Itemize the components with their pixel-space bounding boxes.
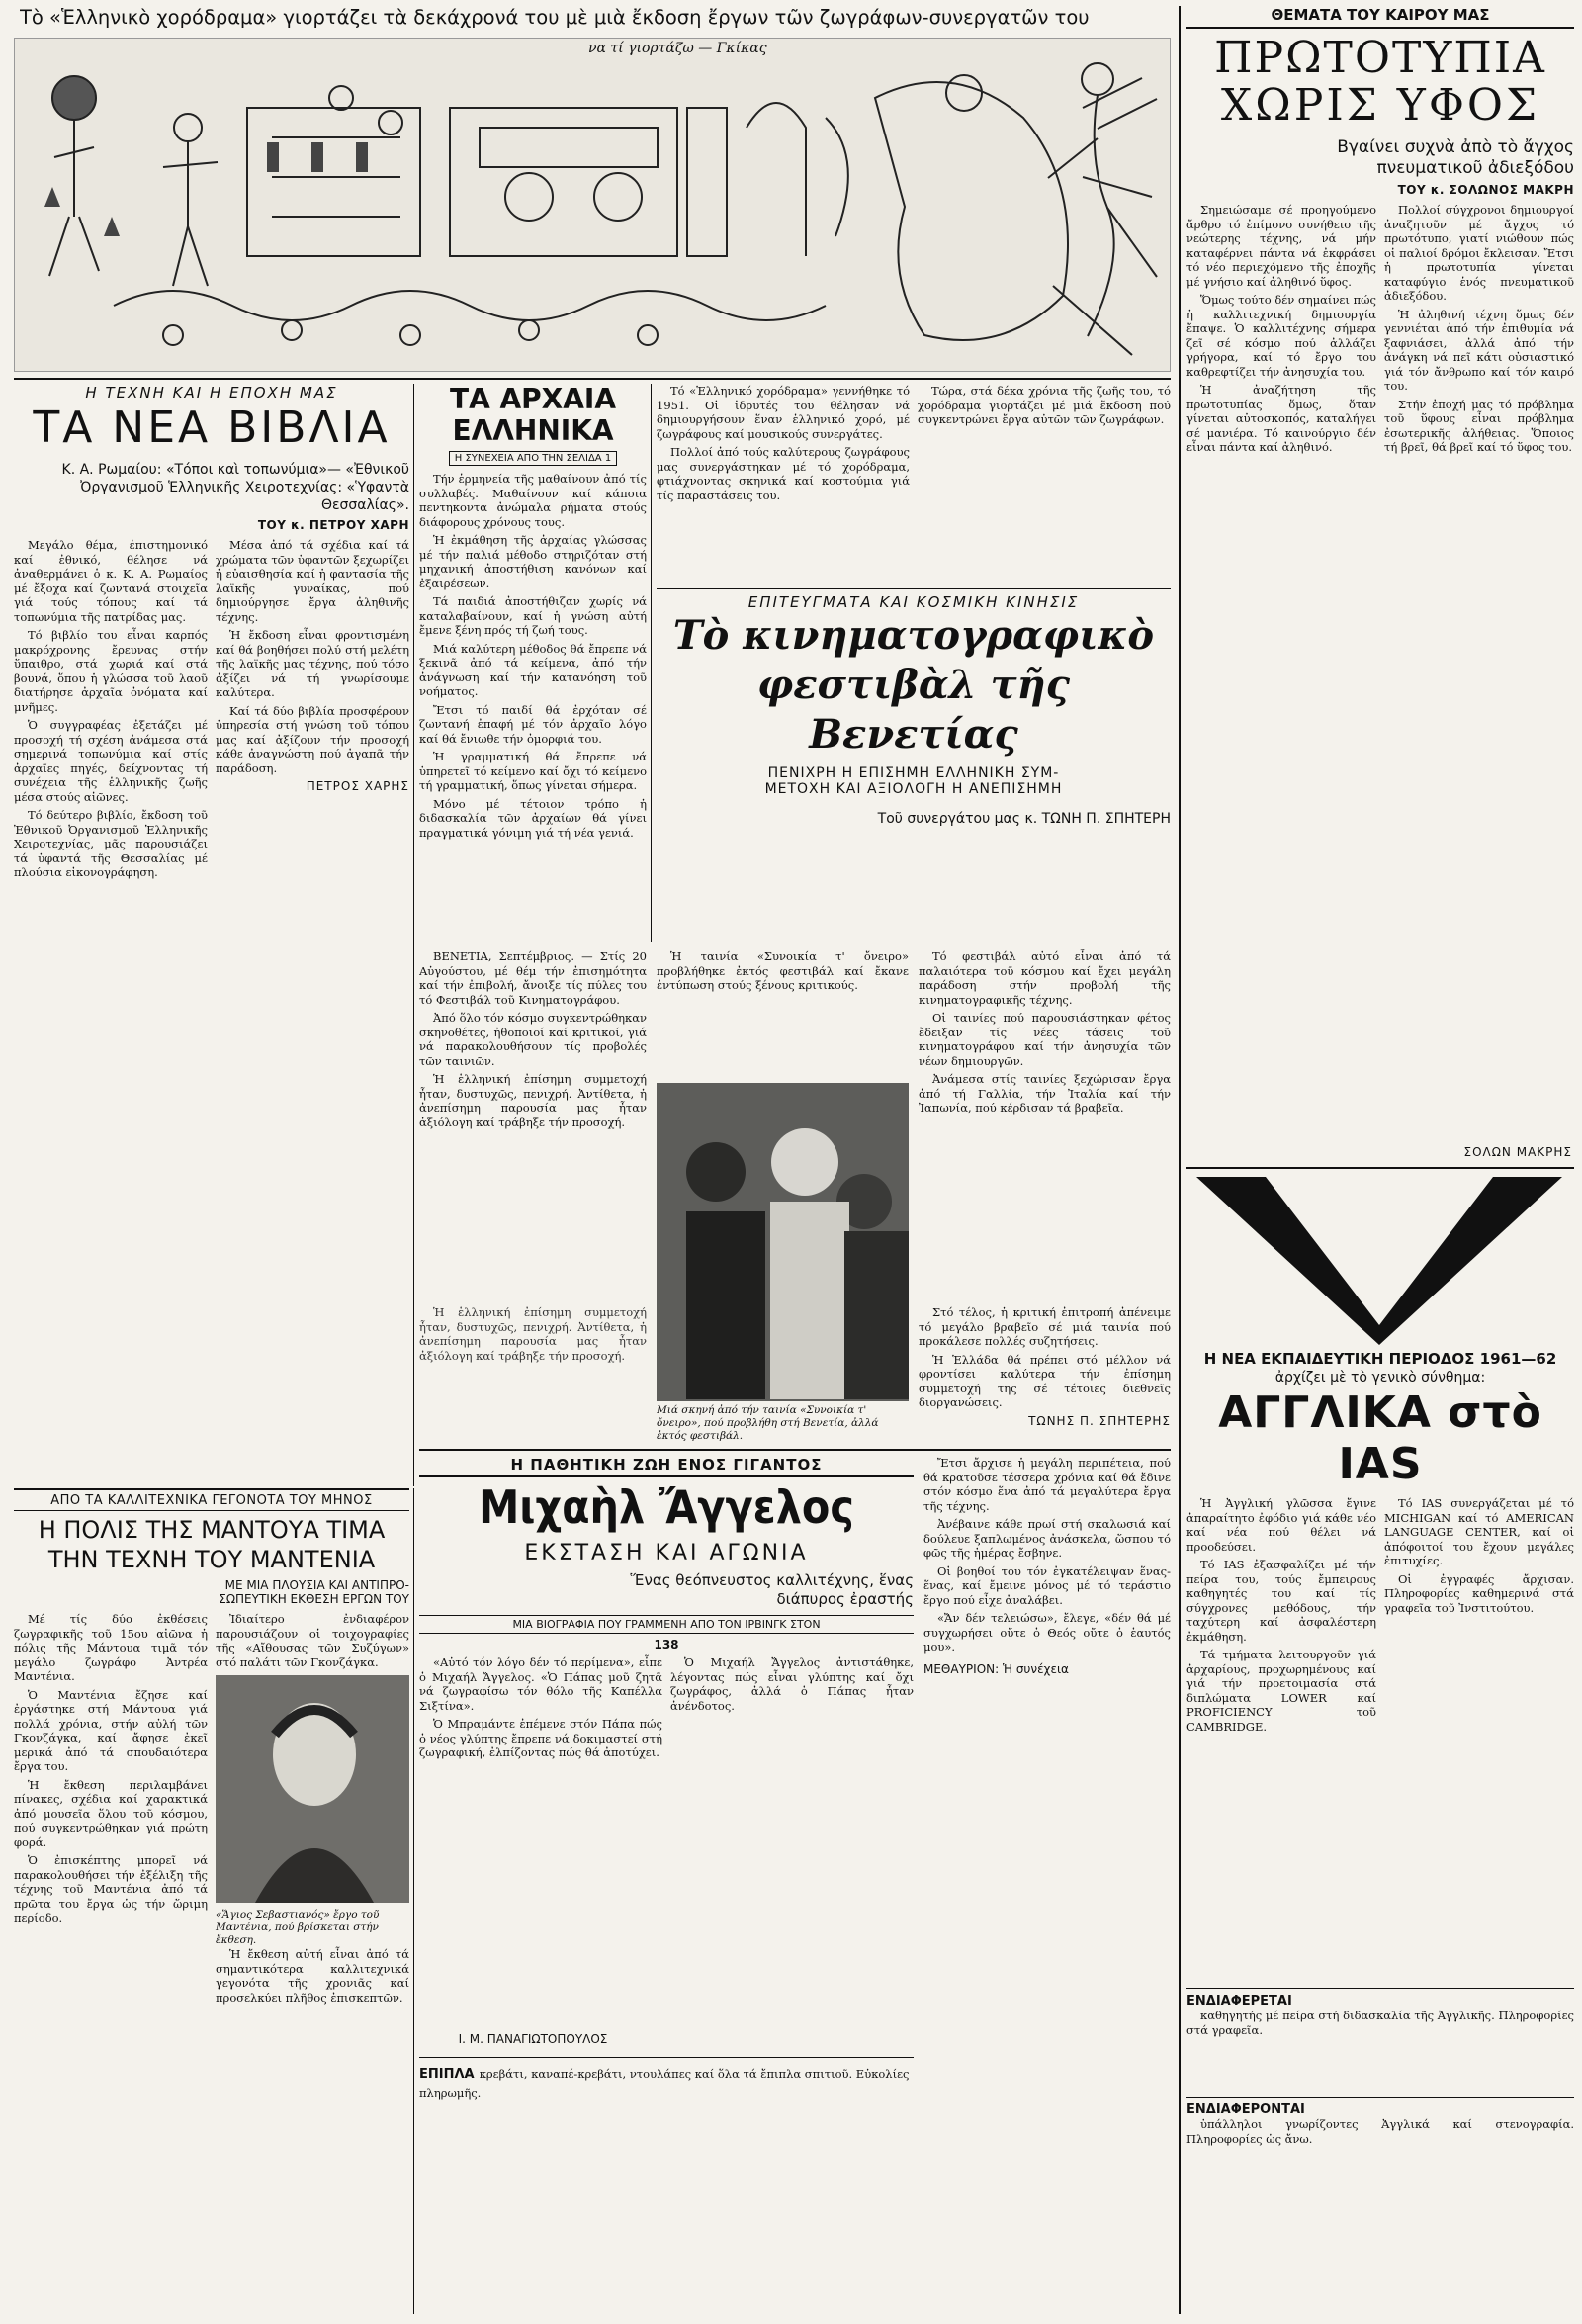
festival-paragraph: Ἡ Ἑλλάδα θά πρέπει στό μέλλον νά φροντίσει καλύτερα τήν ἐπίσημη συμμετοχή της σέ τέτοιες διεθνεῖς διοργανώσεις. <box>919 1352 1171 1409</box>
michelangelo-paragraph: Ἔτσι ἄρχισε ἡ μεγάλη περιπέτεια, πού θά κρατοῦσε τέσσερα χρόνια καί θά ἔδινε στόν κόσμο ἕνα ἀπό τά μεγαλύτερα ἔργα τῆς τέχνης. <box>923 1456 1171 1513</box>
michelangelo-paragraph: «Αὐτό τόν λόγο δέν τό περίμενα», εἶπε ὁ Μιχαήλ Ἄγγελος. «Ὁ Πάπας μοῦ ζητᾶ νά ζωγραφίσω τόν θόλο τῆς Καπέλλα Σιξτίνα». <box>419 1655 662 1713</box>
michelangelo-tagline: Ἕνας θεόπνευστος καλλιτέχνης, ἕνας διάπυρος ἐραστής <box>630 1571 914 1608</box>
festival-subhead-line2: ΜΕΤΟΧΗ ΚΑΙ ΑΞΙΟΛΟΓΗ Η ΑΝΕΠΙΣΗΜΗ <box>764 781 1063 797</box>
festival-photo-caption: Μιά σκηνή ἀπό τήν ταινία «Συνοικία τ' ὄνειρο», πού προβλήθη στή Βενετία, ἀλλά ἐκτός φεστιβάλ. <box>657 1404 879 1442</box>
translator-credit: Ι. Μ. ΠΑΝΑΓΙΩΤΟΠΟΥΛΟΣ <box>458 2032 608 2046</box>
books-paragraph: Ὁ συγγραφέας ἐξετάζει μέ προσοχή τή σχέση ἀνάμεσα στά σημερινά τοπωνύμια καί στίς ἀρχαῖες πηγές, δείχνοντας τή συνέχεια τῆς ἑλληνικῆς ζωῆς μέσα στούς αἰῶνες. <box>14 718 208 804</box>
michelangelo-continued: ΜΕΘΑΥΡΙΟΝ: Ἡ συνέχεια <box>923 1661 1069 1676</box>
ias-paragraph: Τά τμήματα λειτουργοῦν γιά ἀρχαρίους, προχωρημένους καί γιά τήν προετοιμασία στά διπλώματα LOWER καί PROFICIENCY τοῦ CAMBRIDGE. <box>1186 1648 1376 1734</box>
themes-headline-line2: ΧΩΡΙΣ ΥΦΟΣ <box>1220 80 1540 131</box>
mantua-headline-line2: ΤΗΝ ΤΕΧΝΗ ΤΟΥ ΜΑΝΤΕΝΙΑ <box>47 1546 376 1573</box>
ias-paragraph: Τό IAS συνεργάζεται μέ τό MICHIGAN καί τό AMERICAN LANGUAGE CENTER, καί οἱ ἀπόφοιτοί του ἔχουν μεγάλες ἐπιτυχίες. <box>1384 1496 1574 1567</box>
festival-left-lower <box>419 1305 647 1444</box>
ballet-illustration <box>14 38 1171 372</box>
michelangelo-bio-line: ΜΙΑ ΒΙΟΓΡΑΦΙΑ ΠΟΥ ΓΡΑΜΜΕΝΗ ΑΠΟ ΤΟΝ ΙΡΒΙΝΓΚ ΣΤΟΝ <box>419 1615 914 1634</box>
dance-paragraph: Τό «Ἑλληνικό χορόδραμα» γεννήθηκε τό 1951. Οἱ ἱδρυτές του θέλησαν νά δημιουργήσουν ἕναν ἑλληνικό χορό, μέ ζωγράφους καί μουσικούς συνεργάτες. <box>657 384 910 441</box>
ias-headline: ΑΓΓΛΙΚΑ στὸ IAS <box>1218 1387 1542 1489</box>
books-paragraph: Ἡ ἔκδοση εἶναι φροντισμένη καί θά βοηθήσει πολύ στή μελέτη τῆς λαϊκῆς μας τέχνης, πού τόσο ἀξίζει νά τή γνωρίσουμε καλύτερα. <box>216 628 409 699</box>
ancient-paragraph: Ἔτσι τό παιδί θά ἐρχόταν σέ ζωντανή ἐπαφή μέ τόν ἀρχαῖο λόγο καί θά ἔνιωθε τήν ὀμορφιά του. <box>419 702 647 746</box>
festival-paragraph: Στό τέλος, ἡ κριτική ἐπιτροπή ἀπένειμε τό μεγάλο βραβεῖο σέ μιά ταινία πού προκάλεσε πολλές συζητήσεις. <box>919 1305 1171 1348</box>
michelangelo-subhead: ΕΚΣΤΑΣΗ ΚΑΙ ΑΓΩΝΙΑ <box>524 1541 809 1565</box>
michelangelo-episode-number: 138 <box>654 1638 679 1652</box>
books-paragraph: Καί τά δύο βιβλία προσφέρουν ὑπηρεσία στή γνώση τοῦ τόπου μας καί ἀξίζουν τήν προσοχή κάθε ἀναγνώστη πού ἀγαπᾶ τήν παράδοση. <box>216 703 409 775</box>
michelangelo-headline: Μιχαὴλ Ἄγγελος <box>479 1480 854 1534</box>
books-paragraph: Τό δεύτερο βιβλίο, ἔκδοση τοῦ Ἐθνικοῦ Ὀργανισμοῦ Ἑλληνικῆς Χειροτεχνίας, μᾶς παρουσιάζει τά ὑφαντά τῆς Θεσσαλίας μέ πλούσια εἰκονογράφηση. <box>14 808 208 879</box>
michelangelo-paragraph: Οἱ βοηθοί του τόν ἐγκατέλειψαν ἕνας-ἕνας, καί ἔμεινε μόνος μέ τό τεράστιο ἔργο πού εἶχε ἀναλάβει. <box>923 1564 1171 1607</box>
books-paragraph: Τό βιβλίο του εἶναι καρπός μακρόχρονης ἔρευνας στήν ὕπαιθρο, στά χωριά καί στά βουνά, ὅπου ἡ γλώσσα τοῦ λαοῦ διατήρησε ἀρχαῖα ὀνόματα καί μνῆμες. <box>14 628 208 714</box>
dance-paragraph: Πολλοί ἀπό τούς καλύτερους ζωγράφους μας συνεργάστηκαν μέ τό χορόδραμα, φτιάχνοντας σκηνικά καί κοστούμια γιά τίς παραστάσεις του. <box>657 445 910 502</box>
ancient-paragraph: Τά παιδιά ἀποστήθιζαν χωρίς νά καταλαβαίνουν, καί ἡ γνώση αὐτή ἔμενε ξένη πρός τή ζωή τους. <box>419 594 647 637</box>
themes-paragraph: Ἡ ἀναζήτηση τῆς πρωτοτυπίας ὅμως, ὅταν γίνεται αὐτοσκοπός, καταλήγει σέ μανιέρα. Τό καινούργιο δέν εἶναι πάντα καί ἀληθινό. <box>1186 383 1376 454</box>
themes-column <box>1186 6 1574 1143</box>
festival-paragraph: Ἡ ταινία «Συνοικία τ' ὄνειρο» προβλήθηκε ἐκτός φεστιβάλ καί ἔκανε ἐντύπωση στούς ξένους κριτικούς. <box>657 949 909 992</box>
themes-paragraph: Ἡ ἀληθινή τέχνη ὅμως δέν γεννιέται ἀπό τήν ἐπιθυμία νά ξαφνιάσει, ἀλλά ἀπό τήν ἀνάγκη νά πεῖ κάτι οὐσιαστικό γιά τόν ἄνθρωπο καί τόν καιρό του. <box>1384 307 1574 393</box>
michelangelo-paragraph: Ὁ Μπραμάντε ἐπέμενε στόν Πάπα πώς ὁ νέος γλύπτης ἔπρεπε νά δοκιμαστεί στή ζωγραφική, ἐλπίζοντας πώς θά ἀποτύχει. <box>419 1717 662 1759</box>
michelangelo-paragraph: Ἀνέβαινε κάθε πρωί στή σκαλωσιά καί δούλευε ξαπλωμένος ἀνάσκελα, ὥσπου τό φῶς τῆς ἡμέρας ἔσβηνε. <box>923 1517 1171 1560</box>
notice-1 <box>1186 1994 1574 2093</box>
festival-byline: Τοῦ συνεργάτου μας κ. ΤΩΝΗ Π. ΣΠΗΤΕΡΗ <box>877 811 1171 827</box>
books-paragraph: Μέσα ἀπό τά σχέδια καί τά χρώματα τῶν ὑφαντῶν ξεχωρίζει ἡ εὐαισθησία καί ἡ φαντασία τῆς λαϊκῆς γυναίκας, πού δημιούργησε ἔργα ἀληθινῆς τέχνης. <box>216 538 409 624</box>
dance-text <box>657 384 1171 581</box>
mantegna-portrait <box>216 1675 409 1903</box>
themes-subhead: Βγαίνει συχνὰ ἀπὸ τὸ ἄγχος πνευματικοῦ ἀδιεξόδου <box>1337 137 1574 178</box>
mantua-paragraph: Ἡ ἔκθεση περιλαμβάνει πίνακες, σχέδια καί χαρακτικά ἀπό μουσεῖα ὅλου τοῦ κόσμου, πού συγκεντρώθηκαν γιά πρώτη φορά. <box>14 1777 208 1849</box>
festival-kicker: ΕΠΙΤΕΥΓΜΑΤΑ ΚΑΙ ΚΟΣΜΙΚΗ ΚΙΝΗΣΙΣ <box>747 593 1080 611</box>
ancient-column <box>419 384 647 942</box>
mantua-subhead-line2: ΣΩΠΕΥΤΙΚΗ ΕΚΘΕΣΗ ΕΡΓΩΝ ΤΟΥ <box>219 1592 409 1606</box>
michelangelo-paragraph: «Ἄν δέν τελειώσω», ἔλεγε, «δέν θά μέ συγχωρήσει οὔτε ὁ Θεός οὔτε ὁ ἑαυτός μου». <box>923 1611 1171 1654</box>
books-signature: ΠΕΤΡΟΣ ΧΑΡΗΣ <box>306 779 409 793</box>
mantua-paragraph: Ὁ Μαντένια ἔζησε καί ἐργάστηκε στή Μάντουα γιά πολλά χρόνια, στήν αὐλή τῶν Γκονζάγκα, καί ἄφησε ἐκεῖ μερικά ἀπό τά σπουδαιότερα ἔργα του. <box>14 1687 208 1773</box>
festival-signature: ΤΩΝΗΣ Π. ΣΠΗΤΕΡΗΣ <box>1028 1413 1171 1428</box>
festival-body-lower <box>919 1305 1171 1444</box>
ancient-headline-line2: ΕΛΛΗΝΙΚΑ <box>452 414 614 447</box>
furniture-ad-title: ΕΠΙΠΛΑ <box>419 2067 475 2082</box>
books-headline: ΤΑ ΝΕΑ ΒΙΒΛΙΑ <box>33 402 391 453</box>
mantua-paragraph: Μέ τίς δύο ἐκθέσεις ζωγραφικῆς τοῦ 15ου αἰῶνα ἡ πόλις τῆς Μάντουα τιμᾶ τόν μεγάλο ζωγράφο Ἀντρέα Μαντένια. <box>14 1612 208 1683</box>
top-banner-headline: Τὸ «Ἑλληνικὸ χορόδραμα» γιορτάζει τὰ δεκάχρονά του μὲ μιὰ ἔκδοση ἔργων τῶν ζωγράφων-συνεργατῶν του <box>20 6 1090 29</box>
mantua-photo-caption: «Ἅγιος Σεβαστιανός» ἔργο τοῦ Μαντένια, πού βρίσκεται στήν ἔκθεση. <box>216 1909 380 1946</box>
ias-paragraph: Τό IAS ἐξασφαλίζει μέ τήν πείρα του, τούς ἔμπειρους καθηγητές του καί τίς σύγχρονες μεθόδους, τήν ταχύτερη καί ἀσφαλέστερη ἐκμάθηση. <box>1186 1558 1376 1644</box>
festival-paragraph: Ἡ ἑλληνική ἐπίσημη συμμετοχή ἦταν, δυστυχῶς, πενιχρή. Ἀντίθετα, ἡ ἀνεπίσημη παρουσία μας ἦταν ἀξιόλογη καί τράβηξε τήν προσοχή. <box>419 1305 647 1363</box>
mantua-paragraph: Ὁ ἐπισκέπτης μπορεῖ νά παρακολουθήσει τήν ἐξέλιξη τῆς τέχνης τοῦ Μαντένια ἀπό τά πρῶτα του ἔργα ὡς τήν ὥριμη περίοδο. <box>14 1853 208 1924</box>
ancient-paragraph: Ἡ ἐκμάθηση τῆς ἀρχαίας γλώσσας μέ τήν παλιά μέθοδο στηριζόταν στή μηχανική ἀποστήθιση κανόνων καί ἐξαιρέσεων. <box>419 533 647 590</box>
books-byline: ΤΟΥ κ. ΠΕΤΡΟΥ ΧΑΡΗ <box>257 518 409 532</box>
michelangelo-paragraph: Ὁ Μιχαήλ Ἄγγελος ἀντιστάθηκε, λέγοντας πώς εἶναι γλύπτης καί ὄχι ζωγράφος, ἀλλά ὁ Πάπας ἦταν ἀνένδοτος. <box>670 1655 914 1713</box>
ancient-paragraph: Ἡ γραμματική θά ἔπρεπε νά ὑπηρετεῖ τό κείμενο καί ὄχι τό κείμενο τή γραμματική, ὅπως γίνεται σήμερα. <box>419 750 647 792</box>
handwritten-signature: να τί γιορτάζω — Γκίκας <box>588 41 767 56</box>
mantua-kicker: ΑΠΟ ΤΑ ΚΑΛΛΙΤΕΧΝΙΚΑ ΓΕΓΟΝΟΤΑ ΤΟΥ ΜΗΝΟΣ <box>14 1493 409 1511</box>
dancer-drawing <box>1028 40 1177 366</box>
notice-2-text: ὑπάλληλοι γνωρίζοντες Ἀγγλικά καί στενογραφία. Πληροφορίες ὡς ἄνω. <box>1186 2117 1574 2146</box>
themes-headline-line1: ΠΡΩΤΟΤΥΠΙΑ <box>1214 33 1546 83</box>
festival-photo <box>657 1083 909 1401</box>
festival-paragraph: ΒΕΝΕΤΙΑ, Σεπτέμβριος. — Στίς 20 Αὐγούστου, μέ θέμ τήν ἐπισημότητα καί τήν ἐπιβολή, ἄνοιξε τίς πύλες του τό Φεστιβάλ τοῦ Κινηματογράφου. <box>419 949 647 1007</box>
notice-1-title: ΕΝΔΙΑΦΕΡΕΤΑΙ <box>1186 1994 1292 2009</box>
mantua-subhead-line1: ΜΕ ΜΙΑ ΠΛΟΥΣΙΑ ΚΑΙ ΑΝΤΙΠΡΟ- <box>224 1578 409 1592</box>
notice-1-text: καθηγητής μέ πείρα στή διδασκαλία τῆς Ἀγγλικῆς. Πληροφορίες στά γραφεῖα. <box>1186 2009 1574 2037</box>
mantua-paragraph: Ἰδιαίτερο ἐνδιαφέρον παρουσιάζουν οἱ τοιχογραφίες τῆς «Αἴθουσας τῶν Συζύγων» στό παλάτι τῶν Γκονζάγκα. <box>216 1612 409 1669</box>
festival-subhead-line1: ΠΕΝΙΧΡΗ Η ΕΠΙΣΗΜΗ ΕΛΛΗΝΙΚΗ ΣΥΜ- <box>767 765 1060 781</box>
mantua-paragraph: Ἡ ἔκθεση αὐτή εἶναι ἀπό τά σημαντικότερα καλλιτεχνικά γεγονότα τῆς χρονιᾶς καί προσελκύει πλῆθος ἐπισκεπτῶν. <box>216 1947 409 2005</box>
themes-paragraph: Σημειώσαμε σέ προηγούμενο ἄρθρο τό ἐπίμονο συνήθειο τῆς νεώτερης τέχνης, νά μήν καταφέρνει πάντα νά ἐκφράσει τό νέο περιεχόμενο τῆς ἐποχῆς μέ γνήσιο καί ἀληθινό ὕφος. <box>1186 203 1376 289</box>
ias-paragraph: Οἱ ἐγγραφές ἄρχισαν. Πληροφορίες καθημερινά στά γραφεῖα τοῦ Ἰνστιτούτου. <box>1384 1571 1574 1615</box>
books-kicker: Η ΤΕΧΝΗ ΚΑΙ Η ΕΠΟΧΗ ΜΑΣ <box>85 384 338 402</box>
festival-paragraph: Ἀνάμεσα στίς ταινίες ξεχώρισαν ἔργα ἀπό τή Γαλλία, τήν Ἰταλία καί τήν Ἰαπωνία, πού κέρδισαν τά βραβεῖα. <box>919 1072 1171 1115</box>
ias-kicker: Η ΝΕΑ ΕΚΠΑΙΔΕΥΤΙΚΗ ΠΕΡΙΟΔΟΣ 1961—62 <box>1203 1350 1557 1368</box>
michelangelo-article <box>419 1456 1171 2314</box>
festival-paragraph: Ἀπό ὅλο τόν κόσμο συγκεντρώθηκαν σκηνοθέτες, ἠθοποιοί καί κριτικοί, γιά νά παρακολουθήσουν τίς προβολές τῶν ταινιῶν. <box>419 1011 647 1068</box>
ias-paragraph: Ἡ Ἀγγλική γλῶσσα ἔγινε ἀπαραίτητο ἐφόδιο γιά κάθε νέο καί νέα πού θέλει νά προοδεύσει. <box>1186 1496 1376 1554</box>
themes-paragraph: Στήν ἐποχή μας τό πρόβλημα τοῦ ὕφους εἶναι πρόβλημα ἐσωτερικῆς ἀλήθειας. Ὅποιος τή βρεῖ, θά βρεῖ καί τό ὕφος του. <box>1384 397 1574 454</box>
ancient-headline-line1: ΤΑ ΑΡΧΑΙΑ <box>449 384 617 415</box>
ancient-paragraph: Μιά καλύτερη μέθοδος θά ἔπρεπε νά ξεκινᾶ ἀπό τά κείμενα, ἀπό τήν ἀνάγνωση καί τήν κατανόηση τοῦ νοήματος. <box>419 641 647 698</box>
books-column <box>14 384 409 1486</box>
themes-signature: ΣΟΛΩΝ ΜΑΚΡΗΣ <box>1463 1145 1572 1159</box>
notice-2-title: ΕΝΔΙΑΦΕΡΟΝΤΑΙ <box>1186 2102 1305 2117</box>
festival-paragraph: Ἡ ἑλληνική ἐπίσημη συμμετοχή ἦταν, δυστυχῶς, πενιχρή. Ἀντίθετα, ἡ ἀνεπίσημη παρουσία μας ἦταν ἀξιόλογη καί τράβηξε τήν προσοχή. <box>419 1072 647 1129</box>
ancient-paragraph: Τήν ἑρμηνεία τῆς μαθαίνουν ἀπό τίς συλλαβές. Μαθαίνουν καί κάποια πεντηκοντα ἀνώμαλα ρήματα στούς διάφορους χρόνους τους. <box>419 472 647 529</box>
ias-subkicker: ἀρχίζει μὲ τὸ γενικὸ σύνθημα: <box>1274 1370 1486 1385</box>
mantua-photo <box>216 1675 409 1903</box>
ias-chevron <box>1196 1177 1562 1345</box>
festival-paragraph: Τό φεστιβάλ αὐτό εἶναι ἀπό τά παλαιότερα τοῦ κόσμου καί ἔχει μεγάλη παράδοση στήν προβολή τῆς κινηματογραφικῆς τέχνης. <box>919 949 1171 1007</box>
festival-headline-line2: φεστιβὰλ τῆς Βενετίας <box>757 662 1070 758</box>
chevron-graphic <box>1196 1177 1562 1345</box>
festival-paragraph: Οἱ ταινίες πού παρουσιάστηκαν φέτος ἔδειξαν τίς νέες τάσεις τοῦ κινηματογράφου καί τήν ἀνησυχία τῶν νέων δημιουργῶν. <box>919 1011 1171 1068</box>
notice-2 <box>1186 2102 1574 2300</box>
furniture-ad-text: κρεβάτι, καναπέ-κρεβάτι, ντουλάπες καί ὅλα τά ἔπιπλα σπιτιοῦ. Εὐκολίες πληρωμῆς. <box>419 2067 910 2100</box>
themes-kicker: ΘΕΜΑΤΑ ΤΟΥ ΚΑΙΡΟΥ ΜΑΣ <box>1186 6 1574 29</box>
books-paragraph: Μεγάλο θέμα, ἐπιστημονικό καί ἐθνικό, θέλησε νά ἀναθερμάνει ὁ κ. Κ. Α. Ρωμαίος μέ ἔξοχα καί ζωντανά στοιχεῖα γιά τούς τόπους καί τά τοπωνύμια τῆς πατρίδας μας. <box>14 538 208 624</box>
mantua-headline-line1: Η ΠΟΛΙΣ ΤΗΣ ΜΑΝΤΟΥΑ ΤΙΜΑ <box>38 1516 386 1544</box>
themes-paragraph: Πολλοί σύγχρονοι δημιουργοί ἀναζητοῦν μέ ἄγχος τό πρωτότυπο, γιατί νιώθουν πώς οἱ παλιοί δρόμοι ἔκλεισαν. Ἔτσι ἡ πρωτοτυπία γίνεται καταφύγιο ἑνός πνευματικοῦ ἀδιεξόδου. <box>1384 203 1574 303</box>
ias-ad <box>1186 1350 1574 1983</box>
festival-headline-line1: Τὸ κινηματογραφικὸ <box>672 612 1155 659</box>
ancient-paragraph: Μόνο μέ τέτοιον τρόπο ἡ διδασκαλία τῶν ἀρχαίων θά γίνει πραγματικά γόνιμη γιά τή νέα γενιά. <box>419 796 647 840</box>
festival-photo-figures <box>657 1083 909 1401</box>
furniture-ad <box>419 2063 914 2182</box>
festival-header <box>657 593 1171 850</box>
themes-paragraph: Ὅμως τούτο δέν σημαίνει πώς ἡ καλλιτεχνική δημιουργία ἔπαψε. Ὁ καλλιτέχνης σήμερα ζεῖ σέ κόσμο πού ἀλλάζει γρήγορα, καί τό ἔργο του καθρεφτίζει τήν ἀνησυχία του. <box>1186 293 1376 379</box>
ancient-continuation: Η ΣΥΝΕΧΕΙΑ ΑΠΟ ΤΗΝ ΣΕΛΙΔΑ 1 <box>449 451 617 466</box>
dance-paragraph: Τώρα, στά δέκα χρόνια τῆς ζωῆς του, τό χορόδραμα γιορτάζει μέ μιά ἔκδοση πού συγκεντρώνει ἔργα αὐτῶν τῶν ζωγράφων. <box>918 384 1171 426</box>
themes-byline: ΤΟΥ κ. ΣΟΛΩΝΟΣ ΜΑΚΡΗ <box>1397 183 1574 197</box>
books-intro: Κ. Α. Ρωμαίου: «Τόποι καὶ τοπωνύμια»— «Ἐθνικοῦ Ὀργανισμοῦ Ἑλληνικῆς Χειροτεχνίας: «Ὑφαντὰ Θεσσαλίας». <box>61 462 409 513</box>
mantua-article <box>14 1493 409 2314</box>
dancer-sketch <box>1028 40 1177 366</box>
ballet-sketches-drawing <box>15 39 1171 372</box>
michelangelo-kicker: Η ΠΑΘΗΤΙΚΗ ΖΩΗ ΕΝΟΣ ΓΙΓΑΝΤΟΣ <box>419 1456 914 1477</box>
